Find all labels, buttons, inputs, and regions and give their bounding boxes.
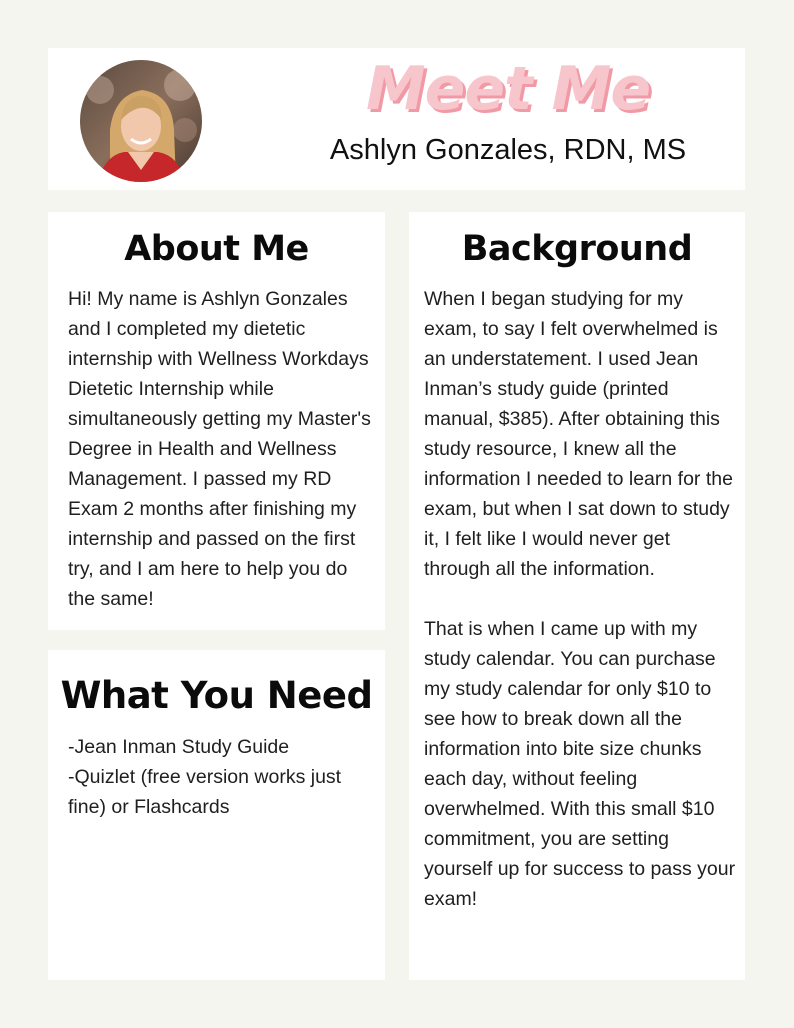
needs-list <box>68 732 373 822</box>
background-card <box>409 212 745 980</box>
meet-me-title: Meet Me <box>365 54 651 124</box>
background-paragraph: That is when I came up with my study calendar. You can purchase my study calendar for only $10 to see how to break down all the information into bite size chunks each day, without feeling overwhelmed. With this small $10 commitment, you are setting yourself up for success to pass your exam! <box>424 618 736 910</box>
background-text <box>424 284 740 914</box>
about-me-card <box>48 212 385 630</box>
background-paragraph: When I began studying for my exam, to say I felt overwhelmed is an understatement. I used Jean Inman’s study guide (printed manual, $385). After obtaining this study resource, I knew all the information I needed to learn for the exam, but when I sat down to study it, I felt like I would never get through all the information. <box>424 288 733 580</box>
about-me-heading: About Me <box>124 229 309 269</box>
background-heading: Background <box>461 229 693 269</box>
what-you-need-heading: What You Need <box>60 674 373 717</box>
avatar <box>80 60 202 182</box>
list-item: -Jean Inman Study Guide <box>68 736 290 758</box>
about-me-text: Hi! My name is Ashlyn Gonzales and I completed my dietetic internship with Wellness Workdays Dietetic Internship while simultaneously getting my Master's Degree in Health and Wellness Management. I passed my RD Exam 2 months after finishing my internship and passed on the first try, and I am here to help you do the same! <box>68 288 371 610</box>
what-you-need-card <box>48 650 385 980</box>
name-credentials: Ashlyn Gonzales, RDN, MS <box>329 134 687 166</box>
list-item: -Quizlet (free version works just fine) or Flashcards <box>68 766 342 818</box>
header-card <box>48 48 745 190</box>
profile-photo <box>80 60 202 182</box>
